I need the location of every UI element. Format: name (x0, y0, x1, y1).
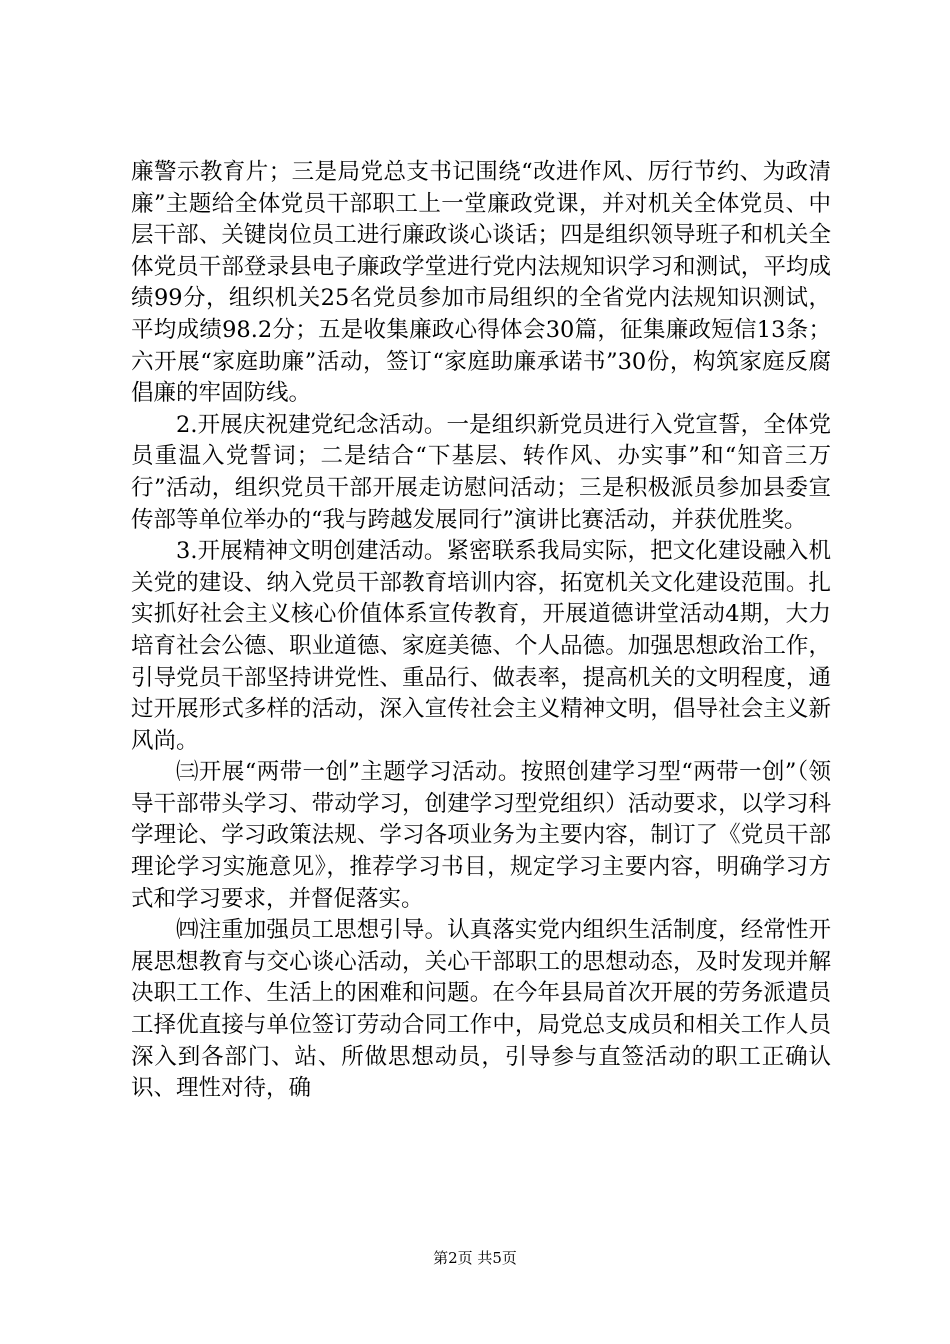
page-number-label: 第2页 共5页 (433, 1249, 517, 1267)
paragraph-study-activity: ㈢开展“两带一创”主题学习活动。按照创建学习型“两带一创”（领导干部带头学习、带动学习，创建学习型党组织）活动要求，以学习科学理论、学习政策法规、学习各项业务为主要内容，制订了《党员干部理论学习实施意见》，推荐学习书目，规定学习主要内容，明确学习方式和学习要求，并督促落实。 (131, 759, 831, 912)
paragraph-spiritual-civilization: 3.开展精神文明创建活动。紧密联系我局实际，把文化建设融入机关党的建设、纳入党员干部教育培训内容，拓宽机关文化建设范围。扎实抓好社会主义核心价值体系宣传教育，开展道德讲堂活动4期，大力培育社会公德、职业道德、家庭美德、个人品德。加强思想政治工作，引导党员干部坚持讲党性、重品行、做表率，提高机关的文明程度，通过开展形式多样的活动，深入宣传社会主义精神文明，倡导社会主义新风尚。 (131, 538, 831, 754)
page-footer (0, 1248, 950, 1268)
paragraph-party-anniversary: 2.开展庆祝建党纪念活动。一是组织新党员进行入党宣誓，全体党员重温入党誓词；二是结合“下基层、转作风、办实事”和“知音三万行”活动，组织党员干部开展走访慰问活动；三是积极派员参加县委宣传部等单位举办的“我与跨越发展同行”演讲比赛活动，并获优胜奖。 (131, 411, 831, 533)
paragraph-continuation: 廉警示教育片；三是局党总支书记围绕“改进作风、厉行节约、为政清廉”主题给全体党员干部职工上一堂廉政党课，并对机关全体党员、中层干部、关键岗位员工进行廉政谈心谈话；四是组织领导班子和机关全体党员干部登录县电子廉政学堂进行党内法规知识学习和测试，平均成绩99分，组织机关25名党员参加市局组织的全省党内法规知识测试，平均成绩98.2分；五是收集廉政心得体会30篇，征集廉政短信13条；六开展“家庭助廉”活动，签订“家庭助廉承诺书”30份，构筑家庭反腐倡廉的牢固防线。 (131, 159, 831, 407)
document-body (131, 157, 831, 1105)
paragraph-employee-guidance: ㈣注重加强员工思想引导。认真落实党内组织生活制度，经常性开展思想教育与交心谈心活动，关心干部职工的思想动态，及时发现并解决职工工作、生活上的困难和问题。在今年县局首次开展的劳务派遣员工择优直接与单位签订劳动合同工作中，局党总支成员和相关工作人员深入到各部门、站、所做思想动员，引导参与直签活动的职工正确认识、理性对待，确 (131, 917, 831, 1102)
